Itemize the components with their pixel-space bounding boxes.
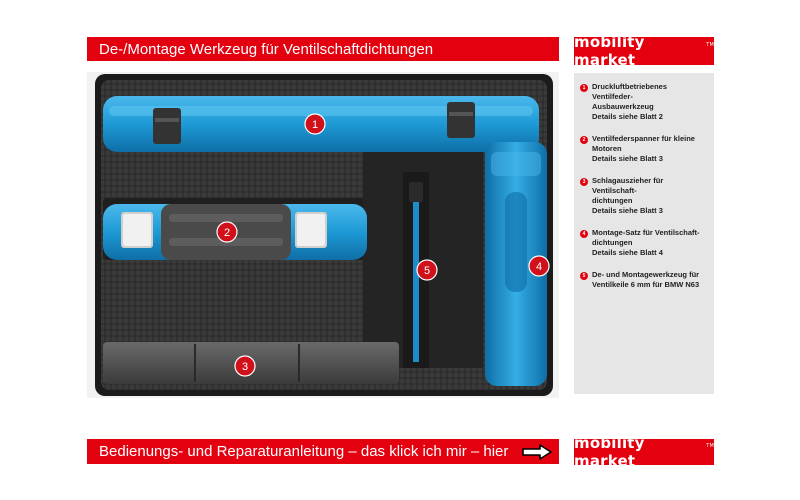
- legend-panel: [574, 73, 714, 394]
- legend-line: Ventilfederspanner für kleine: [592, 134, 695, 143]
- legend-line: Details siehe Blatt 3: [592, 206, 663, 215]
- legend-line: Ausbauwerkzeug: [592, 102, 654, 111]
- brand-trademark: TM: [706, 42, 714, 48]
- legend-line: Montage-Satz für Ventilschaft-: [592, 228, 700, 237]
- legend-line: Motoren: [592, 144, 622, 153]
- brand-logo-top: [574, 33, 714, 69]
- arrow-right-icon[interactable]: [522, 444, 552, 460]
- page-title: De-/Montage Werkzeug für Ventilschaftdichtungen: [99, 40, 434, 58]
- legend-item-2: [580, 134, 708, 164]
- page-title-bar: [87, 37, 559, 61]
- legend-number-icon: 4: [580, 230, 588, 238]
- legend-line: dichtungen: [592, 238, 633, 247]
- legend-item-3: [580, 176, 708, 216]
- legend-number-icon: 3: [580, 178, 588, 186]
- svg-text:4: 4: [535, 261, 543, 273]
- marker-4: [529, 256, 549, 276]
- svg-text:5: 5: [423, 265, 431, 277]
- legend-line: Details siehe Blatt 3: [592, 154, 663, 163]
- legend-item-1: [580, 82, 708, 122]
- legend-line: De- und Montagewerkzeug für: [592, 270, 700, 279]
- legend-line: Ventilkeile 6 mm für BMW N63: [592, 280, 700, 289]
- brand-name: mobility market: [574, 33, 645, 69]
- legend-line: dichtungen: [592, 196, 633, 205]
- legend-line: Details siehe Blatt 4: [592, 248, 663, 257]
- brand-name: mobility market: [574, 434, 645, 470]
- legend-item-5: [580, 270, 708, 290]
- legend-line: Schlagauszieher für Ventilschaft-: [592, 176, 664, 195]
- manual-link-button[interactable]: [87, 439, 559, 464]
- svg-text:3: 3: [241, 361, 249, 373]
- manual-link-text[interactable]: Bedienungs- und Reparaturanleitung – das klick ich mir – hier: [99, 443, 509, 460]
- marker-2: [217, 222, 237, 242]
- product-photo: [87, 72, 559, 398]
- legend-number-icon: 5: [580, 272, 588, 280]
- legend-number-icon: 1: [580, 84, 588, 92]
- marker-5: [417, 260, 437, 280]
- legend-line: Druckluftbetriebenes Ventilfeder-: [592, 82, 668, 101]
- brand-logo-bottom: [574, 434, 714, 470]
- svg-text:1: 1: [311, 119, 319, 131]
- legend-line: Details siehe Blatt 2: [592, 112, 663, 121]
- marker-3: [235, 356, 255, 376]
- svg-text:2: 2: [223, 227, 231, 239]
- marker-1: [305, 114, 325, 134]
- legend-number-icon: 2: [580, 136, 588, 144]
- legend-item-4: [580, 228, 708, 258]
- brand-trademark: TM: [706, 443, 714, 449]
